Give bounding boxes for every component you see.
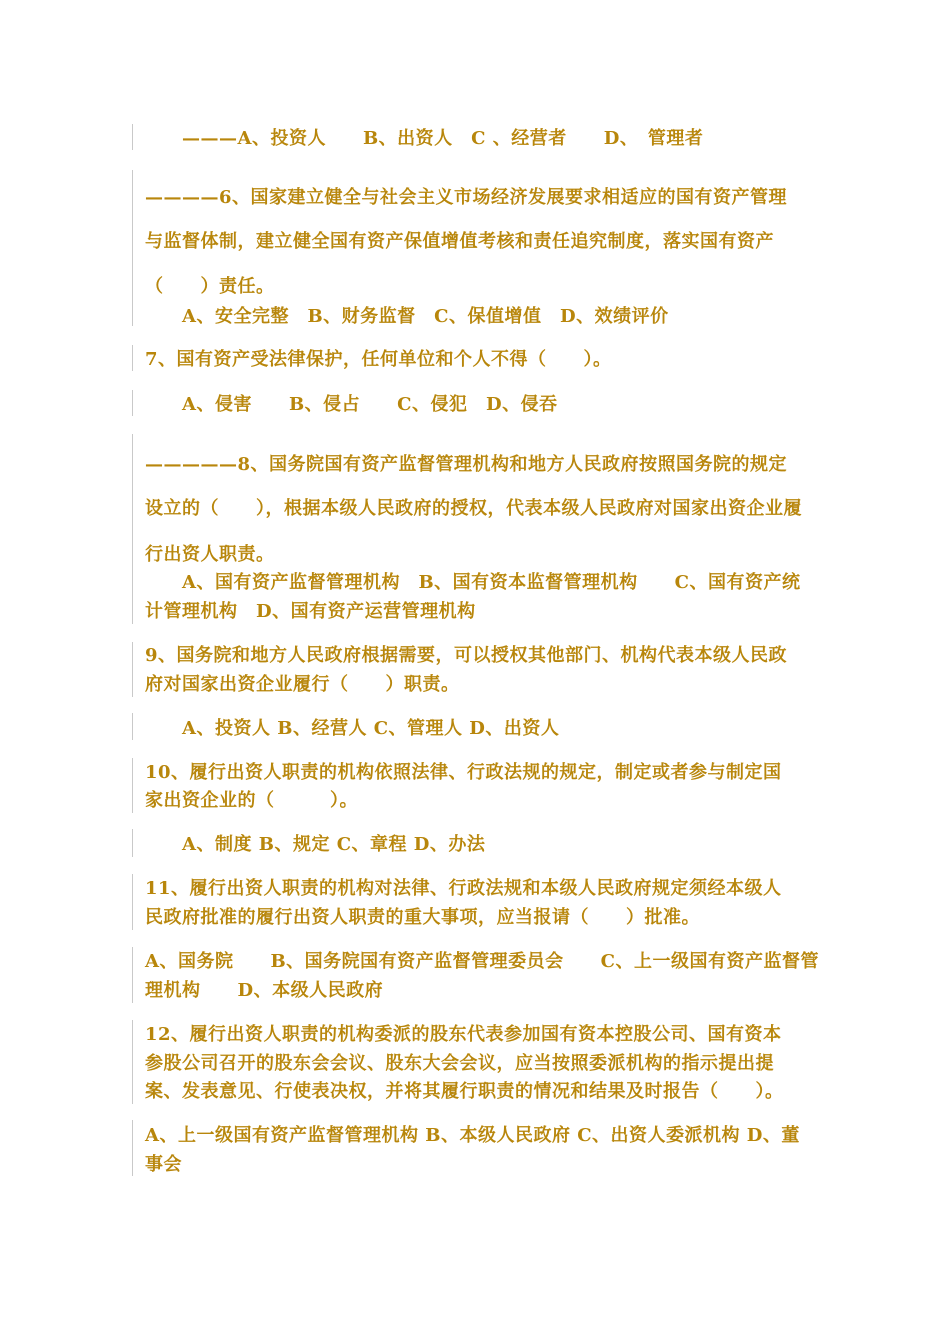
options-q7: A、侵害 B、侵占 C、侵犯 D、侵吞	[182, 394, 558, 415]
options-q11-line-2: 理机构 D、本级人民政府	[145, 980, 384, 1001]
question-11-line-1: 11、履行出资人职责的机构对法律、行政法规和本级人民政府规定须经本级人	[145, 878, 782, 899]
question-8-line-2: 设立的（ ），根据本级人民政府的授权，代表本级人民政府对国家出资企业履	[145, 498, 802, 519]
options-q9: A、投资人 B、经营人 C、管理人 D、出资人	[182, 718, 560, 739]
options-q11-line-1: A、国务院 B、国务院国有资产监督管理委员会 C、上一级国有资产监督管	[145, 951, 820, 972]
options-q6: A、安全完整 B、财务监督 C、保值增值 D、效绩评价	[182, 306, 669, 327]
question-6-line-2: 与监督体制，建立健全国有资产保值增值考核和责任追究制度，落实国有资产	[145, 231, 774, 252]
options-q12-line-2: 事会	[145, 1154, 182, 1175]
question-6-line-1: ————6、国家建立健全与社会主义市场经济发展要求相适应的国有资产管理	[145, 187, 788, 208]
options-q12-line-1: A、上一级国有资产监督管理机构 B、本级人民政府 C、出资人委派机构 D、董	[145, 1125, 800, 1146]
question-8-line-1: —————8、国务院国有资产监督管理机构和地方人民政府按照国务院的规定	[145, 454, 788, 475]
question-7-line-1: 7、国有资产受法律保护，任何单位和个人不得（ ）。	[145, 349, 612, 370]
question-12-line-1: 12、履行出资人职责的机构委派的股东代表参加国有资本控股公司、国有资本	[145, 1024, 782, 1045]
question-10-line-2: 家出资企业的（ ）。	[145, 790, 358, 811]
question-12-line-3: 案、发表意见、行使表决权，并将其履行职责的情况和结果及时报告（ ）。	[145, 1081, 784, 1102]
question-9-line-2: 府对国家出资企业履行（ ）职责。	[145, 674, 460, 695]
question-8-line-3: 行出资人职责。	[145, 544, 275, 565]
options-q5: ———A、投资人 B、出资人 C 、经营者 D、 管理者	[182, 128, 704, 149]
question-11-line-2: 民政府批准的履行出资人职责的重大事项，应当报请（ ）批准。	[145, 907, 700, 928]
question-10-line-1: 10、履行出资人职责的机构依照法律、行政法规的规定，制定或者参与制定国	[145, 762, 782, 783]
options-q8-line-1: A、国有资产监督管理机构 B、国有资本监督管理机构 C、国有资产统	[182, 572, 801, 593]
options-q10: A、制度 B、规定 C、章程 D、办法	[182, 834, 486, 855]
options-q8-line-2: 计管理机构 D、国有资产运营管理机构	[145, 601, 476, 622]
question-12-line-2: 参股公司召开的股东会会议、股东大会会议，应当按照委派机构的指示提出提	[145, 1053, 774, 1074]
question-9-line-1: 9、国务院和地方人民政府根据需要，可以授权其他部门、机构代表本级人民政	[145, 645, 788, 666]
question-6-line-3: （ ）责任。	[145, 276, 275, 297]
